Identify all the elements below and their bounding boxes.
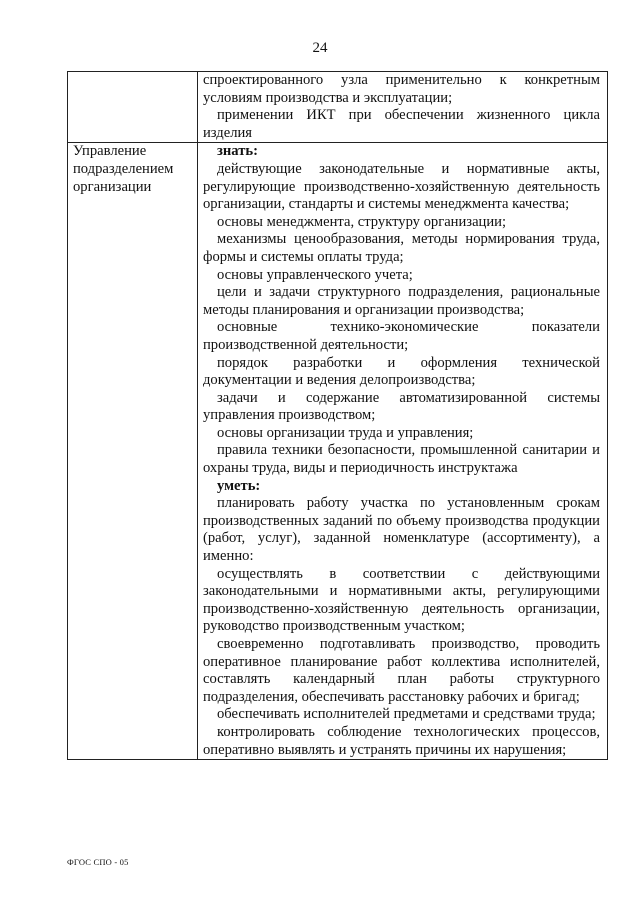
paragraph: действующие законодательные и нормативные акты, регулирующие производственно-хозяйственную деятельность организации, стандарты и системы менеджмента качества; (203, 160, 600, 213)
paragraph: механизмы ценообразования, методы нормирования труда, формы и системы оплаты труда; (203, 231, 600, 265)
paragraph: порядок разработки и оформления технической документации и ведения делопроизводства; (203, 354, 600, 389)
competency-table (67, 71, 608, 760)
paragraph: задачи и содержание автоматизированной системы управления производством; (203, 389, 600, 424)
table-body (68, 72, 608, 760)
paragraph: основы менеджмента, структуру организации; (217, 213, 507, 230)
section-title: Управление подразделением организации (68, 143, 198, 760)
row-0-right (198, 72, 608, 143)
paragraph: цели и задачи структурного подразделения, рациональные методы планирования и организации производства; (203, 284, 600, 318)
know-heading: знать: (217, 143, 258, 160)
page-number: 24 (312, 40, 328, 56)
table-row (68, 72, 608, 143)
paragraph: контролировать соблюдение технологических процессов, оперативно выявлять и устранять причины их нарушения; (203, 723, 600, 758)
paragraph: применении ИКТ при обеспечении жизненного цикла изделия (203, 107, 600, 141)
row-0-left (68, 72, 198, 143)
row-1-right (198, 143, 608, 760)
can-heading: уметь: (217, 477, 261, 494)
paragraph: своевременно подготавливать производство, проводить оперативное планирование работ коллектива исполнителей, составлять календарный план работы структурного подразделения, обеспечивать расстановку рабочих и бригад; (203, 636, 600, 705)
table-row (68, 143, 608, 760)
paragraph: спроектированного узла применительно к конкретным условиям производства и эксплуатации; (203, 72, 600, 106)
paragraph: правила техники безопасности, промышленной санитарии и охраны труда, виды и периодичность инструктажа (203, 442, 600, 477)
paragraph: основные технико-экономические показатели производственной деятельности; (203, 319, 600, 353)
paragraph: осуществлять в соответствии с действующими законодательными и нормативными акты, регулирующими производственно-хозяйственную деятельность организации, руководство производственным участком; (203, 565, 600, 635)
paragraph: обеспечивать исполнителей предметами и средствами труда; (217, 706, 596, 723)
paragraph: основы организации труда и управления; (217, 424, 474, 441)
footer-code: ФГОС СПО - 05 (67, 857, 129, 867)
paragraph: основы управленческого учета; (217, 266, 413, 283)
paragraph: планировать работу участка по установленным срокам производственных заданий по объему производства продукции (работ, услуг), заданной номенклатуре (ассортименту), а именно: (203, 495, 600, 565)
